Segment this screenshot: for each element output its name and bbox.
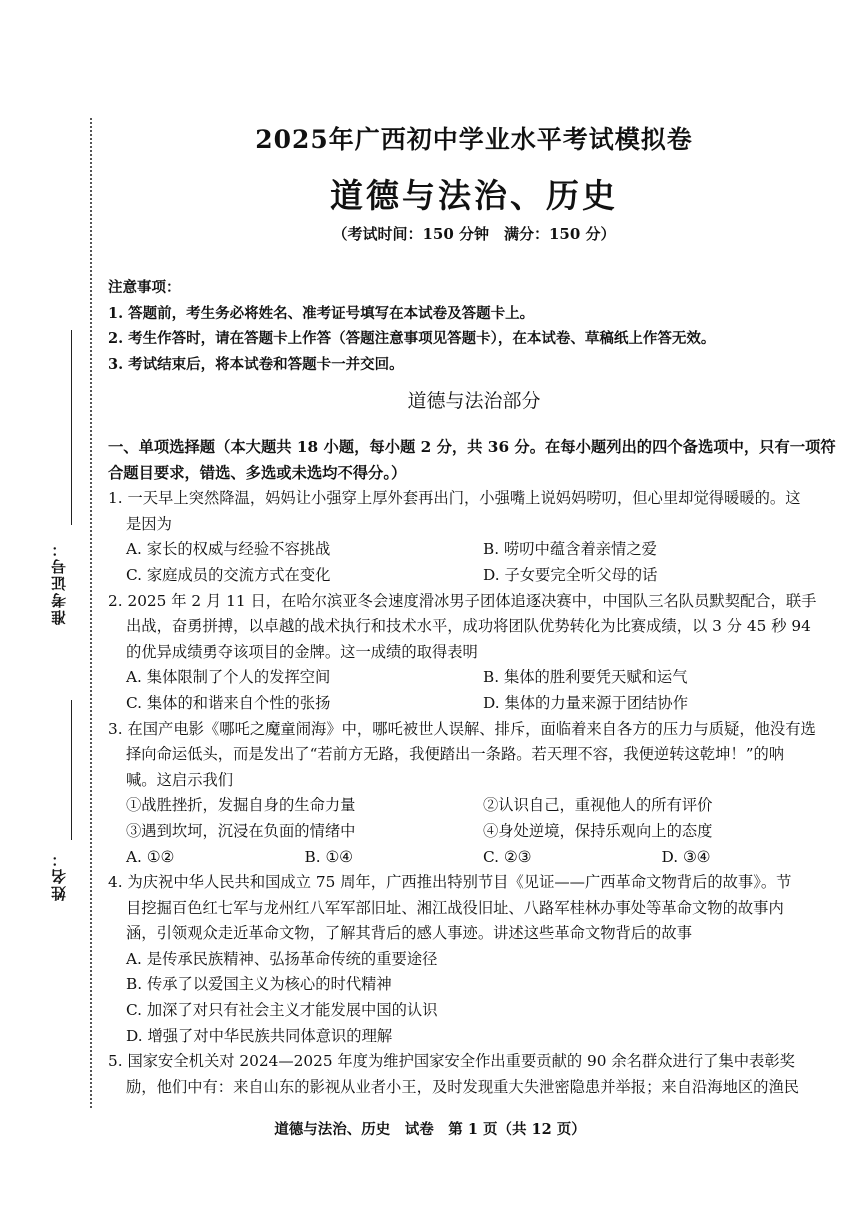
question-3-stem-cont: 喊。这启示我们 xyxy=(126,770,234,789)
question-3-stem: 3. 在国产电影《哪吒之魔童闹海》中，哪吒被世人误解、排斥，面临着来自各方的压力与质疑，他没有选 xyxy=(108,719,816,738)
question-2-options xyxy=(108,665,840,691)
exam-title: 2025年广西初中学业水平考试模拟卷 xyxy=(255,125,693,154)
option-d: D. 集体的力量来源于团结协作 xyxy=(483,693,689,712)
question-4-stem: 4. 为庆祝中华人民共和国成立 75 周年，广西推出特别节目《见证——广西革命文物背后的故事》。节 xyxy=(108,873,792,892)
statement-3: ③遇到坎坷，沉浸在负面的情绪中 xyxy=(126,821,356,840)
option-a: A. 是传承民族精神、弘扬革命传统的重要途径 xyxy=(126,949,438,968)
statement-1: ①战胜挫折，发掘自身的生命力量 xyxy=(126,796,356,815)
notice-item: 3. 考试结束后，将本试卷和答题卡一并交回。 xyxy=(108,355,404,373)
notice-item: 1. 答题前，考生务必将姓名、准考证号填写在本试卷及答题卡上。 xyxy=(108,304,535,322)
exam-info: （考试时间：150 分钟 满分：150 分） xyxy=(332,225,616,243)
option-d: D. 子女要完全听父母的话 xyxy=(483,565,658,584)
name-underline xyxy=(71,700,72,840)
question-1-options xyxy=(108,537,840,563)
binding-dotted-line xyxy=(90,118,92,1108)
option-b: B. 集体的胜利要凭天赋和运气 xyxy=(483,668,688,687)
notice-block xyxy=(108,275,715,377)
statement-4: ④身处逆境，保持乐观向上的态度 xyxy=(483,821,713,840)
question-2-stem-cont: 的优异成绩勇夺该项目的金牌。这一成绩的取得表明 xyxy=(126,642,478,661)
option-c: C. 集体的和谐来自个性的张扬 xyxy=(126,693,331,712)
option-a: A. ①② xyxy=(126,847,175,866)
question-3-statements xyxy=(108,819,840,845)
question-3-options xyxy=(108,845,840,871)
part-title: 道德与法治部分 xyxy=(407,390,541,412)
option-c: C. ②③ xyxy=(483,847,532,866)
question-2-options xyxy=(108,691,840,717)
exam-id-underline xyxy=(71,330,72,525)
question-2-stem: 2. 2025 年 2 月 11 日，在哈尔滨亚冬会速度滑冰男子团体追逐决赛中，中国队三名队员默契配合，联手 xyxy=(108,591,817,610)
question-3-stem-cont: 择向命运低头，而是发出了“若前方无路，我便踏出一条路。若天理不容，我便逆转这乾坤！”的呐 xyxy=(126,745,785,764)
question-3-statements xyxy=(108,793,840,819)
notice-heading: 注意事项： xyxy=(108,279,181,296)
question-1-stem: 1. 一天早上突然降温，妈妈让小强穿上厚外套再出门，小强嘴上说妈妈唠叨，但心里却觉得暖暖的。这 xyxy=(108,489,801,508)
option-a: A. 家长的权威与经验不容挑战 xyxy=(126,540,331,559)
question-1-options xyxy=(108,563,840,589)
section-header-cont: 合题目要求，错选、多选或未选均不得分。） xyxy=(108,463,407,482)
option-d: D. ③④ xyxy=(661,847,711,866)
statement-2: ②认识自己，重视他人的所有评价 xyxy=(483,796,713,815)
question-4-stem-cont: 目挖掘百色红七军与龙州红八军军部旧址、湘江战役旧址、八路军桂林办事处等革命文物的故事内 xyxy=(126,898,784,917)
subject-title: 道德与法治、历史 xyxy=(330,176,618,215)
question-2-stem-cont: 出战，奋勇拼搏，以卓越的战术执行和技术水平，成功将团队优势转化为比赛成绩，以 3 分 45 秒 94 xyxy=(126,617,811,636)
question-5-stem-cont: 励，他们中有：来自山东的影视从业者小王，及时发现重大失泄密隐患并举报；来自沿海地区的渔民 xyxy=(126,1077,800,1096)
notice-item: 2. 考生作答时，请在答题卡上作答（答题注意事项见答题卡），在本试卷、草稿纸上作答无效。 xyxy=(108,330,716,347)
page-footer: 道德与法治、历史 试卷 第 1 页（共 12 页） xyxy=(274,1121,586,1138)
option-d: D. 增强了对中华民族共同体意识的理解 xyxy=(126,1026,393,1045)
question-4-stem-cont: 涵，引领观众走近革命文物，了解其背后的感人事迹。讲述这些革命文物背后的故事 xyxy=(126,924,692,943)
option-c: C. 加深了对只有社会主义才能发展中国的认识 xyxy=(126,1001,438,1020)
question-1-stem-cont: 是因为 xyxy=(126,514,172,533)
exam-id-label: 准考证号： xyxy=(50,540,68,625)
option-b: B. 传承了以爱国主义为核心的时代精神 xyxy=(126,975,392,994)
questions xyxy=(108,435,840,1100)
name-label: 姓名： xyxy=(50,850,68,901)
option-b: B. 唠叨中蕴含着亲情之爱 xyxy=(483,540,657,559)
option-a: A. 集体限制了个人的发挥空间 xyxy=(126,668,331,687)
question-5-stem: 5. 国家安全机关对 2024—2025 年度为维护国家安全作出重要贡献的 90 余名群众进行了集中表彰奖 xyxy=(108,1052,795,1071)
option-b: B. ①④ xyxy=(304,847,353,866)
option-c: C. 家庭成员的交流方式在变化 xyxy=(126,565,331,584)
section-header: 一、单项选择题（本大题共 18 小题，每小题 2 分，共 36 分。在每小题列出的四个备选项中，只有一项符 xyxy=(108,438,836,456)
